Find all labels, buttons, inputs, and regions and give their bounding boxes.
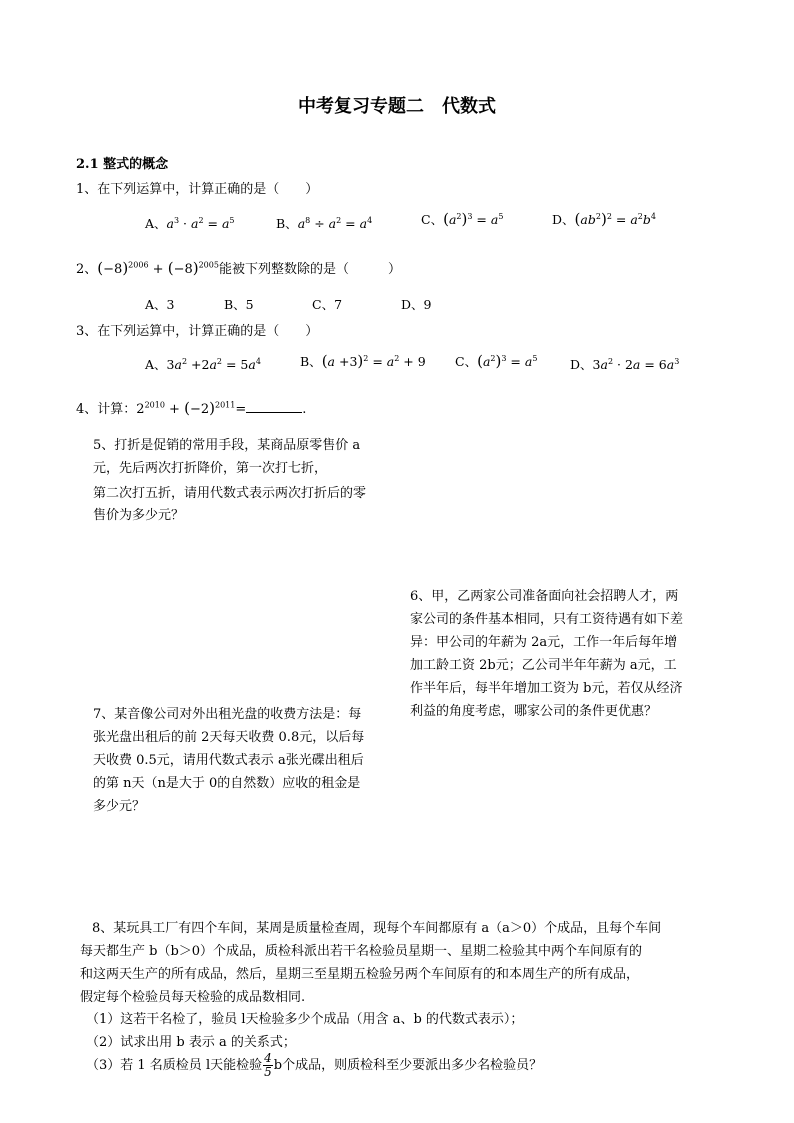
question-2-stem: 2、$(-8)^{2006} + (-8)^{2005}$能被下列整数除的是（ ） bbox=[76, 259, 401, 277]
question-7-line-4: 的第 n天（n是大于 0的自然数）应收的租金是 bbox=[93, 776, 361, 791]
page-title: 中考复习专题二 代数式 bbox=[298, 96, 496, 117]
question-1-option-c: C、$(a^2)^3 = a^5$ bbox=[421, 210, 504, 228]
question-8-sub-1: （1）这若干名检了，验员 l天检验多少个成品（用含 a、b 的代数式表示）； bbox=[86, 1012, 524, 1027]
question-3-option-c: C、$(a^2)^3 = a^5$ bbox=[455, 352, 538, 370]
question-5-line-2: 元，先后两次打折降价，第一次打七折， bbox=[93, 461, 328, 476]
question-2-option-b: B、5 bbox=[224, 297, 254, 312]
question-1-option-b: B、$a^8 \div a^2 = a^4$ bbox=[276, 215, 373, 231]
question-3-option-d: D、$3a^2 \cdot 2a = 6a^3$ bbox=[570, 356, 680, 372]
question-1-stem: 1、在下列运算中，计算正确的是（ ） bbox=[76, 182, 319, 197]
answer-blank bbox=[246, 402, 302, 413]
question-5-line-1: 5、打折是促销的常用手段，某商品原零售价 a bbox=[93, 438, 361, 453]
question-2-option-c: C、7 bbox=[312, 297, 343, 312]
question-8-sub-3: （3）若 1 名质检员 l天能检验 $\frac{4}{5}$ b个成品，则质检科至少要派出多少名检验员？ bbox=[86, 1051, 543, 1079]
question-8-line-3: 和这两天生产的所有成品，然后，星期三至星期五检验另两个车间原有的和本周生产的所有成品， bbox=[80, 967, 640, 982]
question-5-line-4: 售价为多少元？ bbox=[93, 508, 185, 523]
question-3-option-b: B、$(a +3)^2 = a^2 + 9$ bbox=[300, 352, 426, 370]
fraction: $\frac{4}{5}$ bbox=[264, 1051, 272, 1079]
question-6-line-4: 加工龄工资 2b元；乙公司半年年薪为 a元，工 bbox=[410, 658, 677, 673]
question-6-line-1: 6、甲，乙两家公司准备面向社会招聘人才，两 bbox=[410, 589, 679, 604]
question-2-option-d: D、9 bbox=[401, 297, 432, 312]
question-8-sub-2: （2）试求出用 b 表示 a 的关系式； bbox=[86, 1035, 296, 1050]
question-4: 4、计算：$2^{2010} + (-2)^{2011}=$ . bbox=[76, 399, 307, 417]
question-3-option-a: A、$3a^2 +2a^2 = 5a^4$ bbox=[145, 356, 261, 372]
question-8-line-4: 假定每个检验员每天检验的成品数相同. bbox=[80, 990, 306, 1005]
question-1-option-d: D、$(ab^2)^2 = a^2b^4$ bbox=[552, 210, 656, 228]
question-8-line-2: 每天都生产 b（b＞0）个成品，质检科派出若干名检验员星期一、星期二检验其中两个车间原有的 bbox=[80, 944, 643, 959]
question-5-line-3: 第二次打五折，请用代数式表示两次打折后的零 bbox=[93, 486, 367, 501]
section-heading: 2.1 整式的概念 bbox=[76, 157, 169, 172]
question-8-line-1: 8、某玩具工厂有四个车间，某周是质量检查周，现每个车间都原有 a（a＞0）个成品，且每个车间 bbox=[92, 921, 662, 936]
question-6-line-5: 作半年后，每半年增加工资为 b元，若仅从经济 bbox=[410, 681, 683, 696]
question-6-line-3: 异：甲公司的年薪为 2a元，工作一年后每年增 bbox=[410, 635, 678, 650]
question-7-line-5: 多少元？ bbox=[93, 799, 146, 814]
question-7-line-1: 7、某音像公司对外出租光盘的收费方法是：每 bbox=[93, 707, 362, 722]
question-7-line-3: 天收费 0.5元，请用代数式表示 a张光碟出租后 bbox=[93, 753, 364, 768]
question-2-option-a: A、3 bbox=[145, 297, 175, 312]
question-3-stem: 3、在下列运算中，计算正确的是（ ） bbox=[76, 324, 319, 339]
question-6-line-6: 利益的角度考虑，哪家公司的条件更优惠？ bbox=[410, 704, 658, 719]
question-7-line-2: 张光盘出租后的前 2天每天收费 0.8元，以后每 bbox=[93, 730, 365, 745]
question-6-line-2: 家公司的条件基本相同，只有工资待遇有如下差 bbox=[410, 612, 684, 627]
question-1-option-a: A、$a^3 \cdot a^2 = a^5$ bbox=[145, 215, 235, 231]
